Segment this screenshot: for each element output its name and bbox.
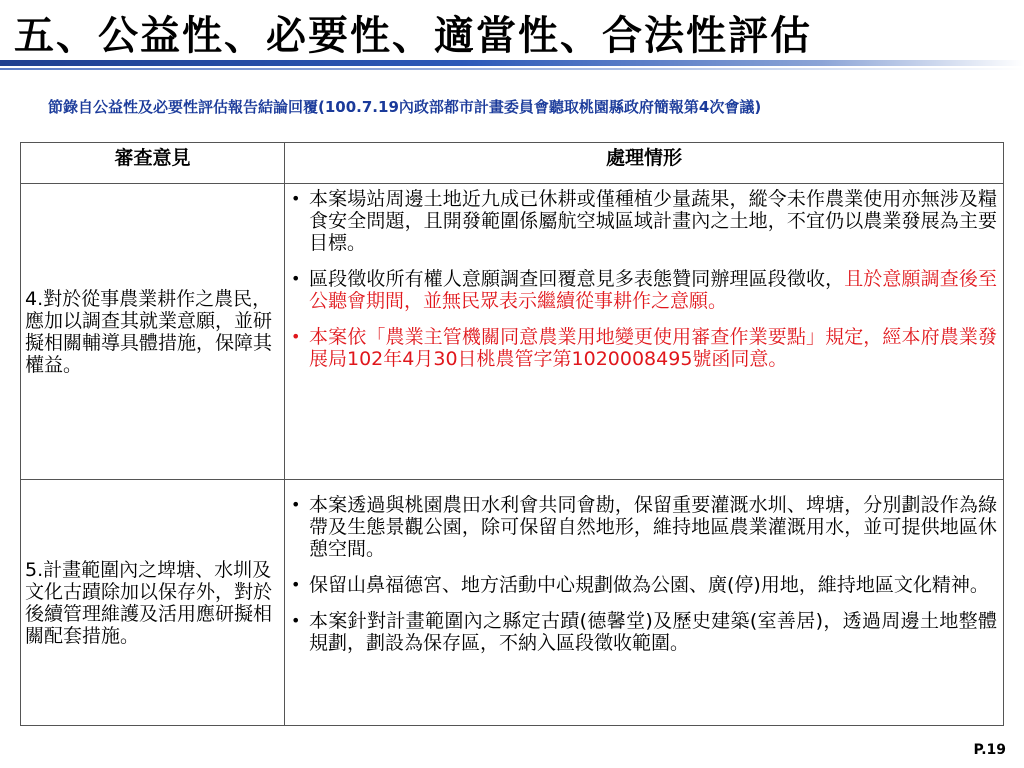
- list-item: [287, 268, 997, 312]
- bullet-icon: •: [291, 495, 301, 514]
- response-text-highlight: 本案依「農業主管機關同意農業用地變更使用審查作業要點」規定，經本府農業發展局102年4月30日桃農管字第1020008495號函同意。: [309, 326, 997, 370]
- table-row: [21, 184, 1004, 480]
- table-header-row: [21, 143, 1004, 184]
- bullet-icon: •: [291, 611, 301, 630]
- response-text-highlight: 且於意願調查後至公聽會期間，並無民眾表示繼續從事耕作之意願。: [309, 268, 997, 312]
- response-cell: [285, 184, 1004, 480]
- opinion-cell: 4.對於從事農業耕作之農民，應加以調查其就業意願，並研擬相關輔導具體措施，保障其權益。: [21, 184, 285, 480]
- bullet-icon: •: [291, 575, 301, 594]
- page-number: P.19: [973, 742, 1006, 758]
- header-opinion: 審查意見: [21, 143, 285, 184]
- slide-subtitle: 節錄自公益性及必要性評估報告結論回覆(100.7.19內政部都市計畫委員會聽取桃園縣政府簡報第4次會議): [48, 98, 762, 116]
- header-response: 處理情形: [285, 143, 1004, 184]
- response-text: 本案場站周邊土地近九成已休耕或僅種植少量蔬果，縱令未作農業使用亦無涉及糧食安全問題，且開發範圍係屬航空城區域計畫內之土地，不宜仍以農業發展為主要目標。: [309, 188, 997, 254]
- list-item: [287, 610, 997, 654]
- response-text: 保留山鼻福德宮、地方活動中心規劃做為公園、廣(停)用地，維持地區文化精神。: [309, 574, 989, 596]
- list-item: [287, 188, 997, 254]
- slide-title: 五、公益性、必要性、適當性、合法性評估: [14, 12, 812, 59]
- opinion-cell: 5.計畫範圍內之埤塘、水圳及文化古蹟除加以保存外，對於後續管理維護及活用應研擬相關配套措施。: [21, 480, 285, 726]
- title-divider: [0, 60, 1024, 66]
- bullet-icon: •: [291, 189, 301, 208]
- list-item: [287, 326, 997, 370]
- bullet-icon: •: [291, 269, 301, 288]
- bullet-icon: •: [291, 327, 301, 346]
- table-row: [21, 480, 1004, 726]
- response-cell: [285, 480, 1004, 726]
- list-item: [287, 574, 997, 596]
- response-text: 區段徵收所有權人意願調查回覆意見多表態贊同辦理區段徵收，: [309, 268, 845, 290]
- review-table: [20, 142, 1004, 726]
- response-text: 本案透過與桃園農田水利會共同會勘，保留重要灌溉水圳、埤塘，分別劃設作為綠帶及生態景觀公園，除可保留自然地形，維持地區農業灌溉用水，並可提供地區休憩空間。: [309, 494, 997, 560]
- title-divider-thin: [0, 68, 1024, 70]
- response-text: 本案針對計畫範圍內之縣定古蹟(德馨堂)及歷史建築(室善居)，透過周邊土地整體規劃，劃設為保存區，不納入區段徵收範圍。: [309, 610, 997, 654]
- list-item: [287, 494, 997, 560]
